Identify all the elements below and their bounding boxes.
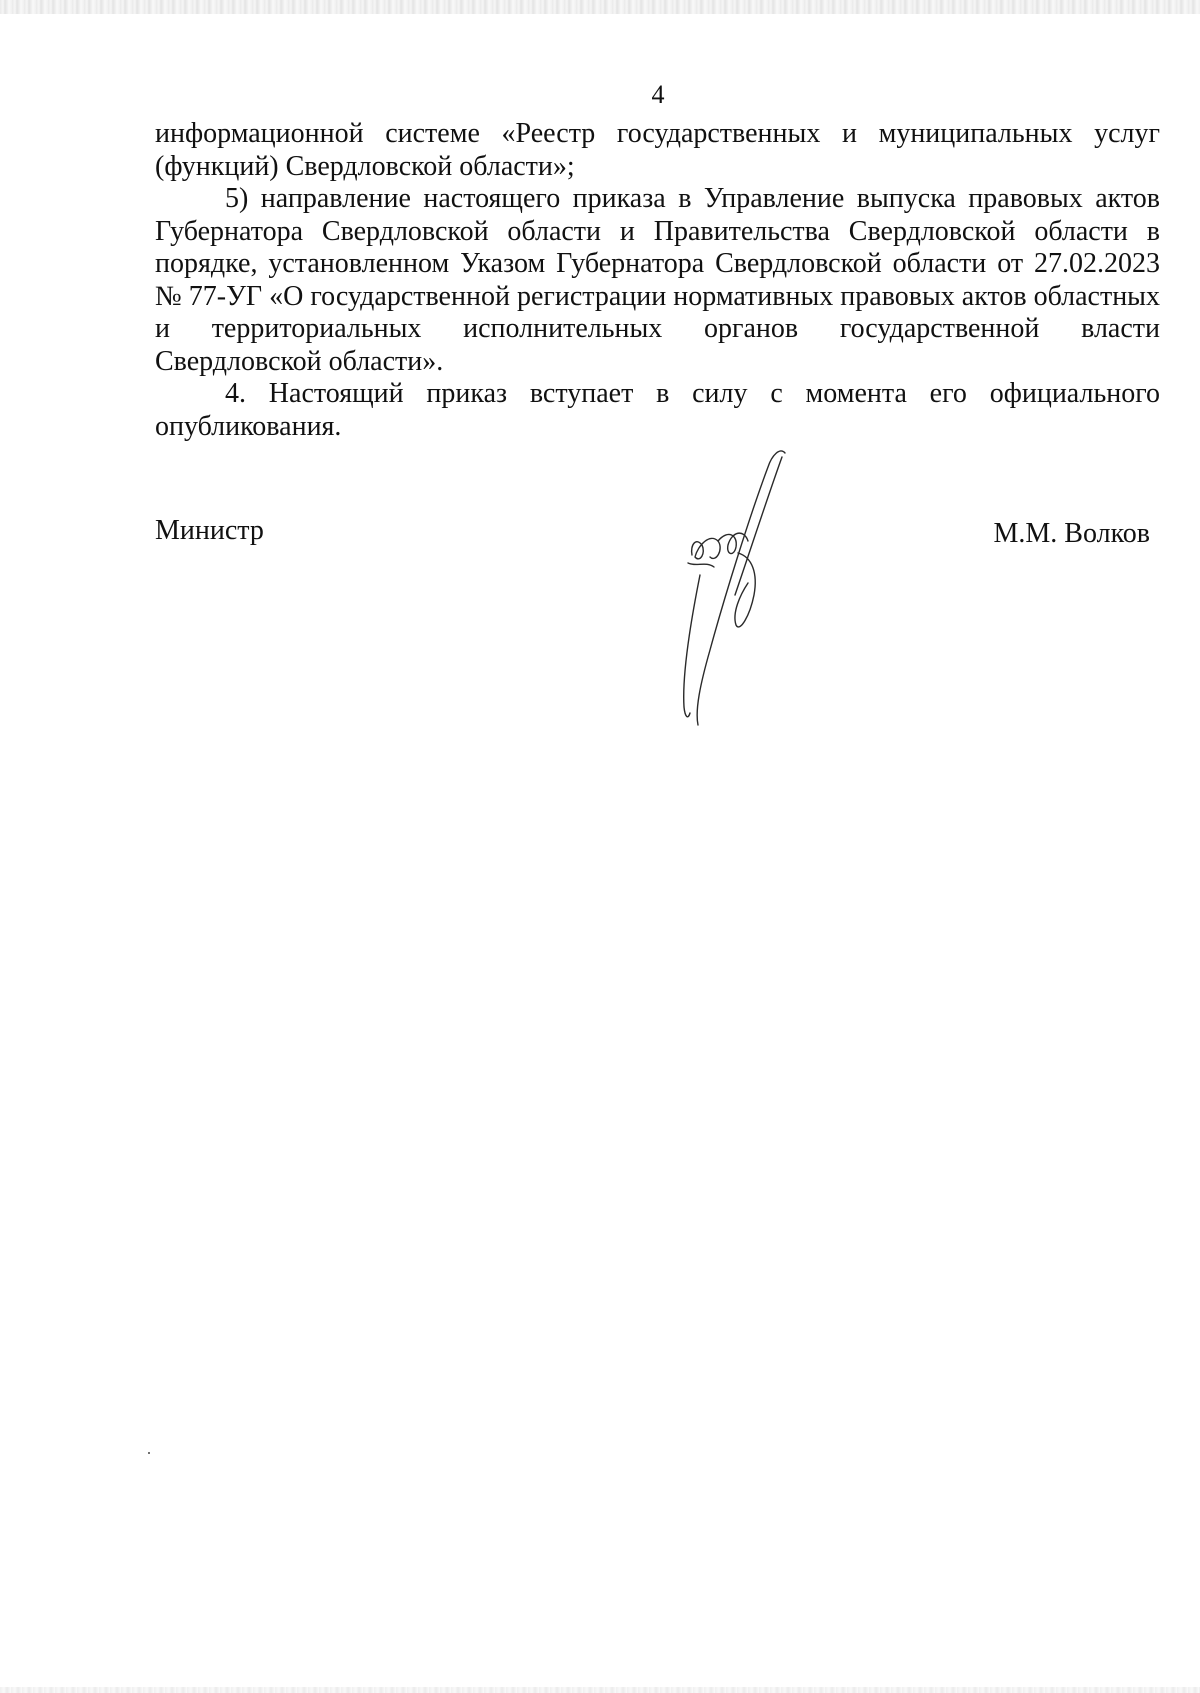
signatory-name: М.М. Волков bbox=[993, 518, 1150, 549]
paragraph-item-4: 4. Настоящий приказ вступает в силу с момента его официального опубликования. bbox=[155, 378, 1160, 442]
handwritten-signature bbox=[640, 445, 800, 735]
scan-edge-top bbox=[0, 0, 1200, 14]
paragraph-item-5: 5) направление настоящего приказа в Управление выпуска правовых актов Губернатора Свердловской области и Правительства Свердловской области в порядке, установленном Указом Губернатора Свердловской области от 27.02.2023 № 77-УГ «О государственной регистрации нормативных правовых актов областных и территориальных исполнительных органов государственной власти Свердловской области». bbox=[155, 183, 1160, 377]
signatory-title: Министр bbox=[155, 515, 264, 546]
document-body bbox=[155, 118, 1160, 443]
paragraph-continuation: информационной системе «Реестр государственных и муниципальных услуг (функций) Свердловской области»; bbox=[155, 118, 1160, 182]
scan-speck bbox=[148, 1452, 150, 1454]
scan-edge-bottom bbox=[0, 1687, 1200, 1693]
page-number: 4 bbox=[651, 80, 665, 109]
